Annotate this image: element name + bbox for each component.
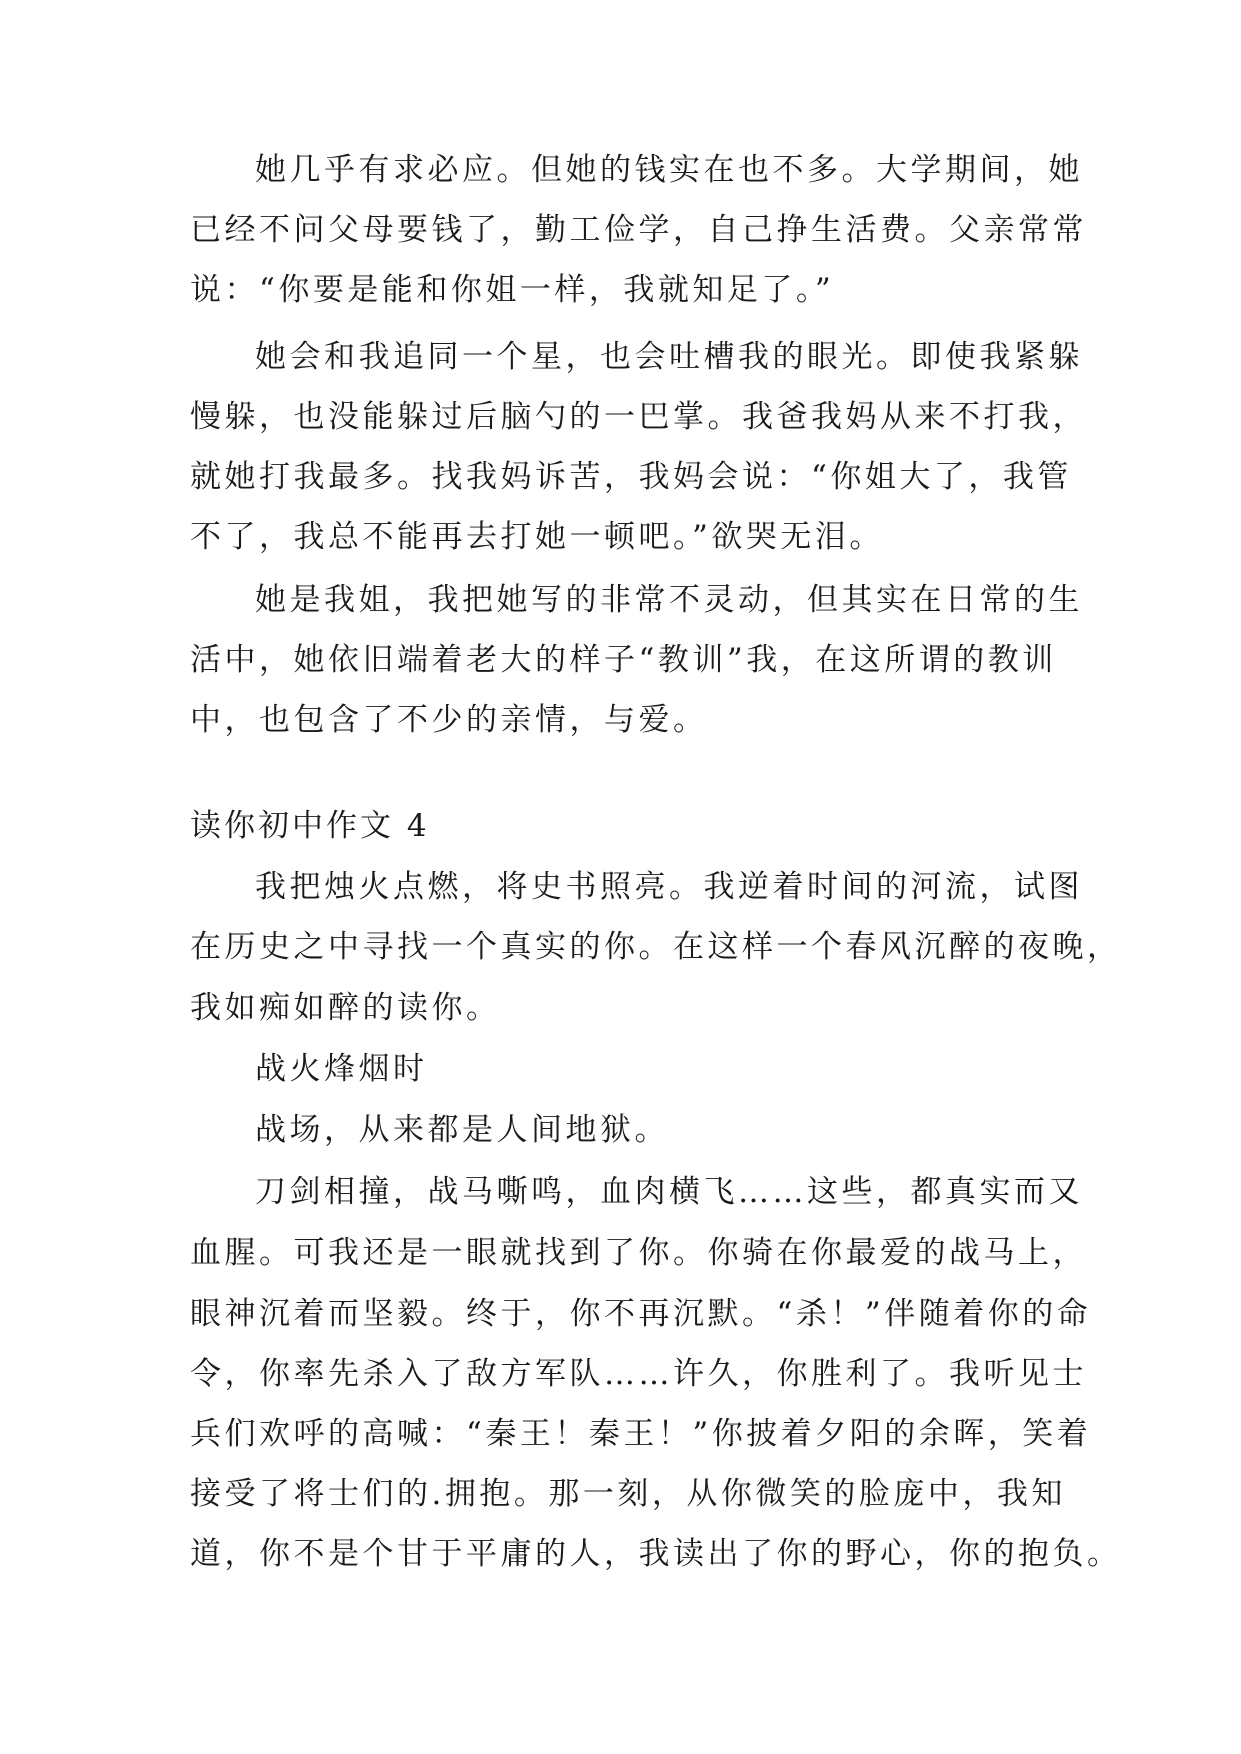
paragraph-2-line-4: 不了，我总不能再去打她一顿吧。”欲哭无泪。 [190, 519, 884, 555]
paragraph-2-line-2: 慢躲，也没能躲过后脑勺的一巴掌。我爸我妈从来不打我， [190, 399, 1087, 435]
paragraph-1-line-2: 已经不问父母要钱了，勤工俭学，自己挣生活费。父亲常常 [190, 212, 1087, 248]
paragraph-4-line-3: 我如痴如醉的读你。 [190, 990, 501, 1026]
paragraph-6-line-2: 血腥。可我还是一眼就找到了你。你骑在你最爱的战马上， [190, 1235, 1087, 1271]
paragraph-3-line-3: 中，也包含了不少的亲情，与爱。 [190, 702, 708, 738]
paragraph-2-line-3: 就她打我最多。找我妈诉苦，我妈会说：“你姐大了，我管 [190, 459, 1072, 495]
paragraph-6-line-3: 眼神沉着而坚毅。终于，你不再沉默。“杀！”伴随着你的命 [190, 1296, 1092, 1332]
paragraph-4-line-2: 在历史之中寻找一个真实的你。在这样一个春风沉醉的夜晚， [190, 929, 1122, 965]
paragraph-1-line-3: 说：“你要是能和你姐一样，我就知足了。” [190, 272, 835, 308]
paragraph-6-line-1: 刀剑相撞，战马嘶鸣，血肉横飞……这些，都真实而又 [255, 1174, 1083, 1210]
paragraph-1-line-1: 她几乎有求必应。但她的钱实在也不多。大学期间，她 [255, 152, 1083, 188]
paragraph-3-line-2: 活中，她依旧端着老大的样子“教训”我，在这所谓的教训 [190, 642, 1057, 678]
paragraph-3-line-1: 她是我姐，我把她写的非常不灵动，但其实在日常的生 [255, 582, 1083, 618]
paragraph-5-line-1: 战场，从来都是人间地狱。 [255, 1112, 669, 1148]
subheading: 战火烽烟时 [255, 1051, 428, 1087]
paragraph-2-line-1: 她会和我追同一个星，也会吐槽我的眼光。即使我紧躲 [255, 339, 1083, 375]
section-heading: 读你初中作文 4 [190, 808, 430, 844]
paragraph-6-line-4: 令，你率先杀入了敌方军队……许久，你胜利了。我听见士 [190, 1356, 1087, 1392]
paragraph-6-line-5: 兵们欢呼的高喊：“秦王！秦王！”你披着夕阳的余晖，笑着 [190, 1416, 1092, 1452]
paragraph-6-line-7: 道，你不是个甘于平庸的人，我读出了你的野心，你的抱负。 [190, 1536, 1122, 1572]
paragraph-6-line-6: 接受了将士们的.拥抱。那一刻，从你微笑的脸庞中，我知 [190, 1476, 1066, 1512]
paragraph-4-line-1: 我把烛火点燃，将史书照亮。我逆着时间的河流，试图 [255, 869, 1083, 905]
